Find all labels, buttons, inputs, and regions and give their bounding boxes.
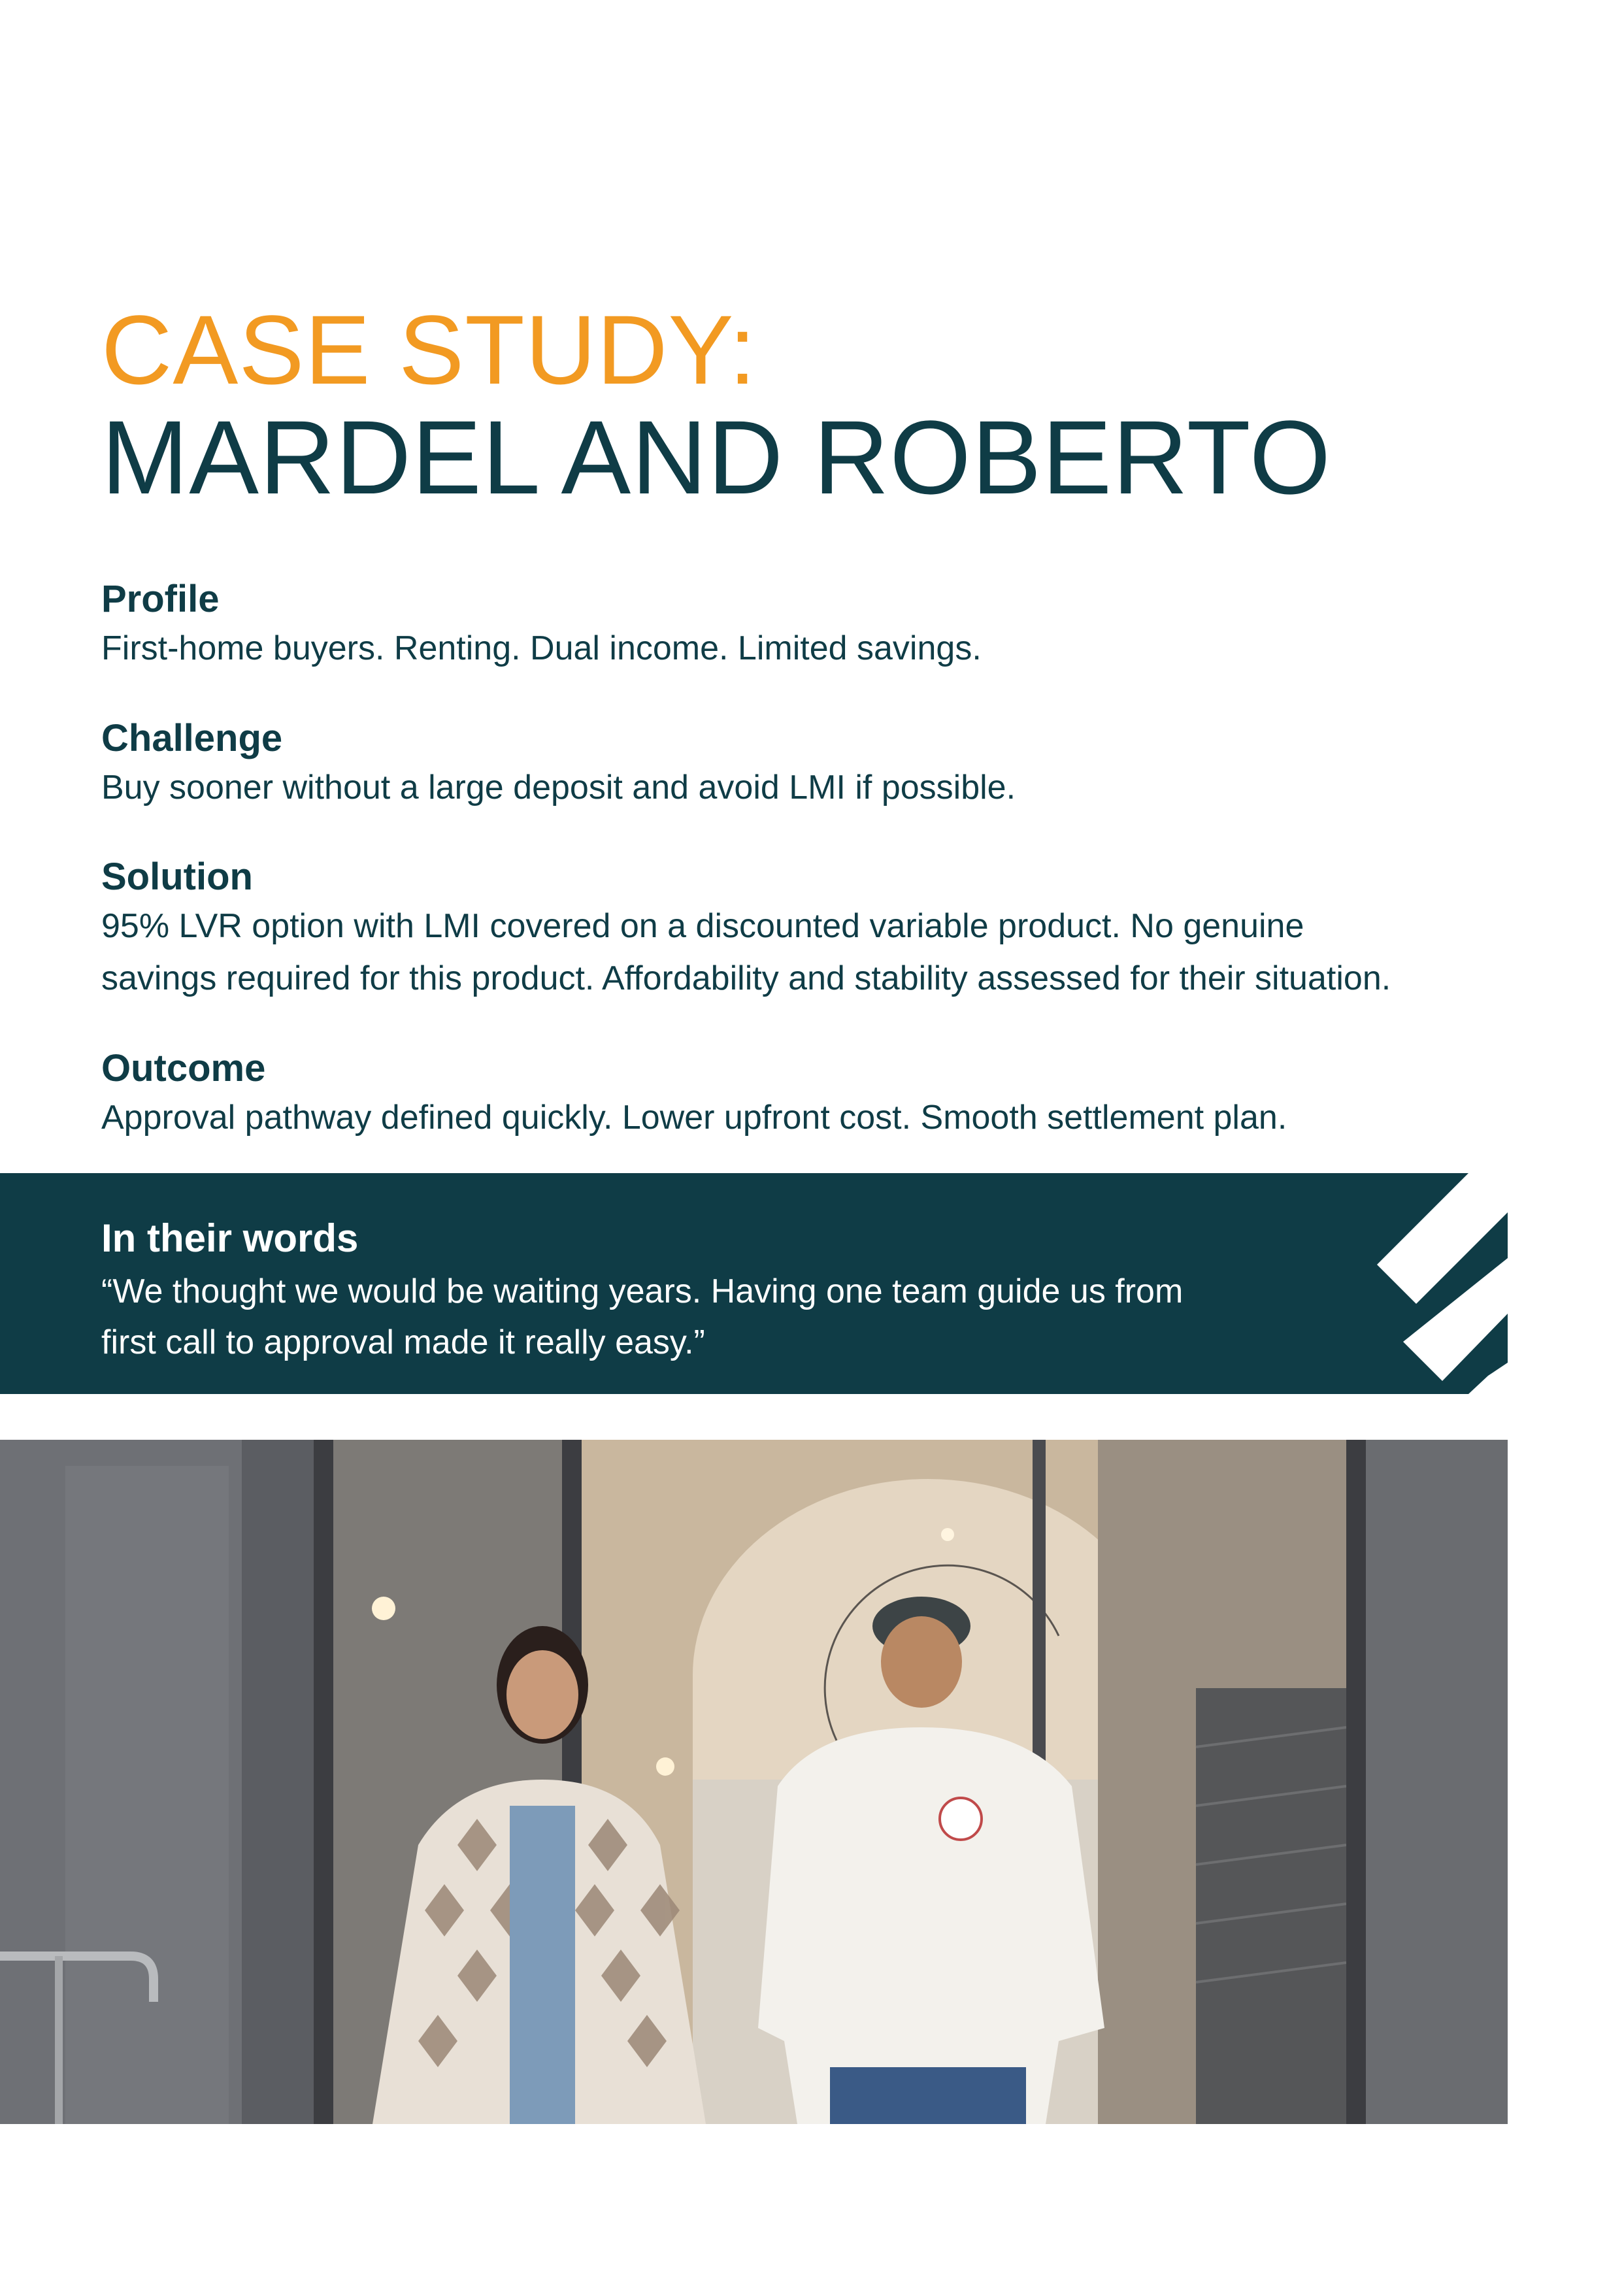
testimonial-quote-line1: “We thought we would be waiting years. Having one team guide us from <box>101 1272 1184 1310</box>
couple-photo <box>0 1440 1508 2124</box>
testimonial-band <box>0 1173 1508 1394</box>
profile-section <box>101 576 1539 674</box>
title-names: MARDEL AND ROBERTO <box>101 399 1332 516</box>
couple-photo-illustration <box>0 1440 1508 2124</box>
testimonial-quote-line2: first call to approval made it really easy.” <box>101 1323 705 1361</box>
solution-heading: Solution <box>101 855 253 898</box>
profile-heading: Profile <box>101 578 220 620</box>
solution-section <box>101 854 1539 1005</box>
testimonial-heading: In their words <box>101 1216 359 1260</box>
challenge-heading: Challenge <box>101 717 283 759</box>
decorative-stripes <box>1377 1173 1508 1394</box>
outcome-heading: Outcome <box>101 1047 266 1089</box>
solution-body-line2: savings required for this product. Affordability and stability assessed for their situation. <box>101 959 1391 997</box>
challenge-body: Buy sooner without a large deposit and avoid LMI if possible. <box>101 769 1016 806</box>
challenge-section <box>101 716 1539 814</box>
outcome-section <box>101 1046 1539 1144</box>
solution-body-line1: 95% LVR option with LMI covered on a discounted variable product. No genuine <box>101 907 1304 945</box>
testimonial-quote <box>101 1266 1343 1368</box>
profile-body: First-home buyers. Renting. Dual income. Limited savings. <box>101 629 982 667</box>
outcome-body: Approval pathway defined quickly. Lower upfront cost. Smooth settlement plan. <box>101 1099 1287 1137</box>
title-case-study: CASE STUDY: <box>101 295 757 405</box>
